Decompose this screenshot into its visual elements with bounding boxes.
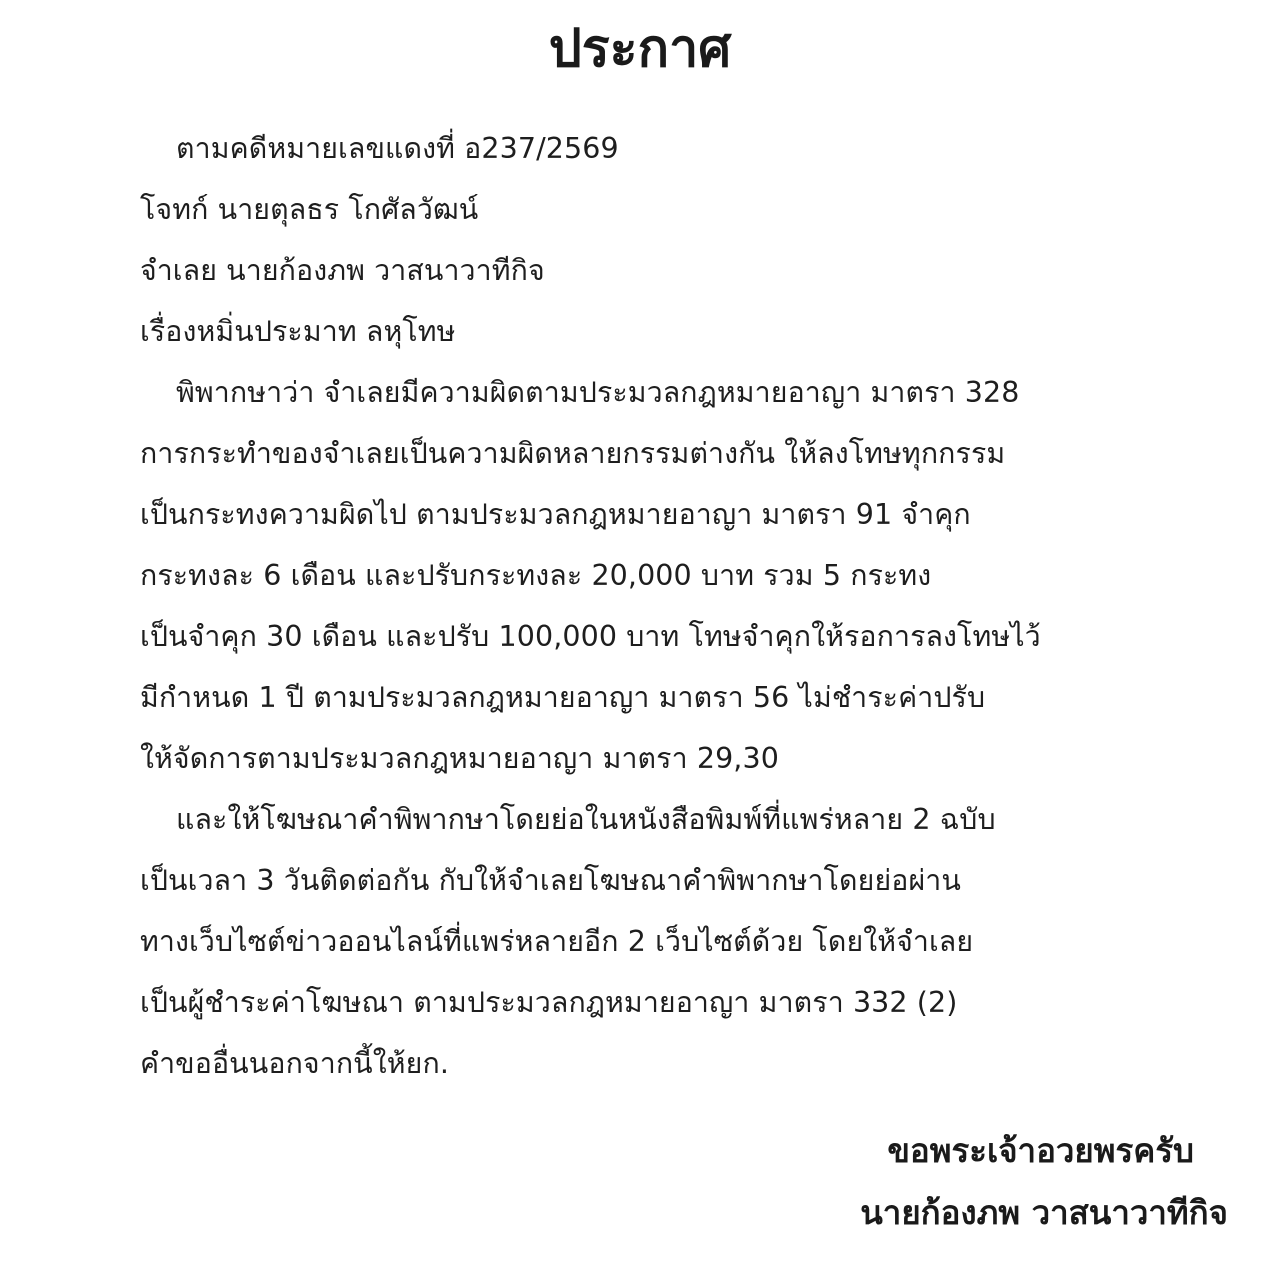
verdict-line: เป็นจำคุก 30 เดือน และปรับ 100,000 บาท โทษจำคุกให้รอการลงโทษไว้: [140, 620, 1041, 653]
verdict-line: การกระทำของจำเลยเป็นความผิดหลายกรรมต่างกัน ให้ลงโทษทุกกรรม: [140, 437, 1006, 470]
verdict-line: เป็นกระทงความผิดไป ตามประมวลกฎหมายอาญา มาตรา 91 จำคุก: [140, 498, 971, 531]
announcement-title: ประกาศ: [548, 19, 732, 79]
verdict-line: ให้จัดการตามประมวลกฎหมายอาญา มาตรา 29,30: [140, 742, 779, 775]
publication-line: เป็นผู้ชำระค่าโฆษณา ตามประมวลกฎหมายอาญา มาตรา 332 (2): [140, 986, 958, 1019]
publication-line: เป็นเวลา 3 วันติดต่อกัน กับให้จำเลยโฆษณาคำพิพากษาโดยย่อผ่าน: [140, 864, 961, 897]
closing-signature: นายก้องภพ วาสนาวาทีกิจ: [860, 1193, 1228, 1232]
case-number-line: ตามคดีหมายเลขแดงที่ อ237/2569: [176, 132, 619, 165]
closing-block: [860, 1120, 1228, 1244]
closing-apology: ขอพระเจ้าอวยพรครับ: [887, 1131, 1194, 1170]
publication-line: และให้โฆษณาคำพิพากษาโดยย่อในหนังสือพิมพ์ที่แพร่หลาย 2 ฉบับ: [176, 803, 996, 836]
announcement-body: [140, 118, 1180, 1094]
defendant-line: จำเลย นายก้องภพ วาสนาวาทีกิจ: [140, 254, 545, 287]
plaintiff-line: โจทก์ นายตุลธร โกศัลวัฒน์: [140, 193, 479, 226]
verdict-line: กระทงละ 6 เดือน และปรับกระทงละ 20,000 บาท รวม 5 กระทง: [140, 559, 932, 592]
verdict-line: พิพากษาว่า จำเลยมีความผิดตามประมวลกฎหมายอาญา มาตรา 328: [176, 376, 1020, 409]
dismissal-line: คำขออื่นนอกจากนี้ให้ยก.: [140, 1047, 449, 1080]
subject-line: เรื่องหมิ่นประมาท ลหุโทษ: [140, 315, 456, 348]
publication-line: ทางเว็บไซต์ข่าวออนไลน์ที่แพร่หลายอีก 2 เว็บไซต์ด้วย โดยให้จำเลย: [140, 925, 974, 958]
verdict-line: มีกำหนด 1 ปี ตามประมวลกฎหมายอาญา มาตรา 56 ไม่ชำระค่าปรับ: [140, 681, 986, 714]
